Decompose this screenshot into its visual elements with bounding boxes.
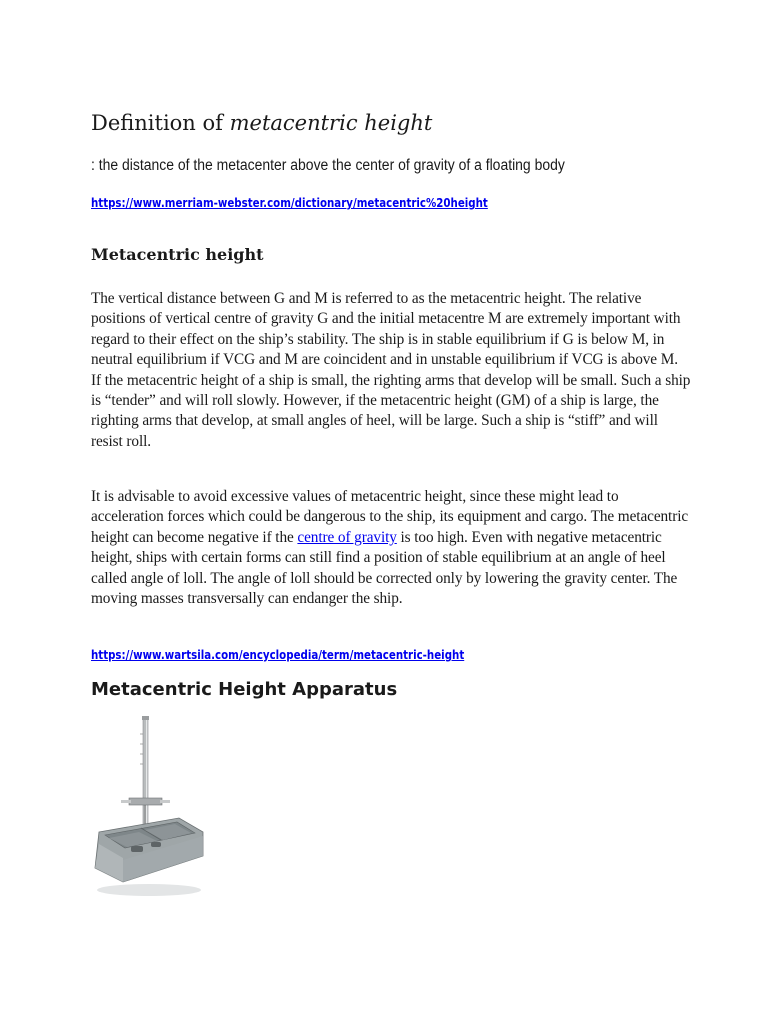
wartsila-link[interactable]: https://www.wartsila.com/encyclopedia/term/metacentric-height [91,647,465,662]
title-prefix: Definition of [91,111,230,135]
centre-of-gravity-link[interactable]: centre of gravity [297,528,397,546]
definition-text: : the distance of the metacenter above the center of gravity of a floating body [91,157,565,174]
apparatus-heading: Metacentric Height Apparatus [91,679,398,700]
apparatus-photo [91,714,206,906]
page-title [91,111,432,135]
paragraph-2-text-after: is too high. Even with negative metacentric height, ships with certain forms can still find a position of stable equilibrium at an angle of heel called angle of loll. The angle of loll should be corrected only by lowering the gravity center. The moving masses transversally can endanger the ship. [91,528,678,608]
paragraph-metacentric-height: The vertical distance between G and M is referred to as the metacentric height. The relative positions of vertical centre of gravity G and the initial metacentre M are extremely important with regard to their effect on the ship’s stability. The ship is in stable equilibrium if G is below M, in neutral equilibrium if VCG and M are coincident and in unstable equilibrium if VCG is above M. If the metacentric height of a ship is small, the righting arms that develop will be small. Such a ship is “tender” and will roll slowly. However, if the metacentric height (GM) of a ship is large, the righting arms that develop, at small angles of heel, will be large. Such a ship is “stiff” and will resist roll. [91,290,691,450]
title-term: metacentric height [229,111,433,135]
paragraph-negative-gm [91,487,691,609]
section-heading: Metacentric height [91,245,264,264]
paragraph-2-text-before: It is advisable to avoid excessive values of metacentric height, since these might lead to acceleration forces which could be dangerous to the ship, its equipment and cargo. The metacentric height can become negative if the [91,488,689,546]
merriam-webster-link[interactable]: https://www.merriam-webster.com/dictionary/metacentric%20height [91,195,488,210]
